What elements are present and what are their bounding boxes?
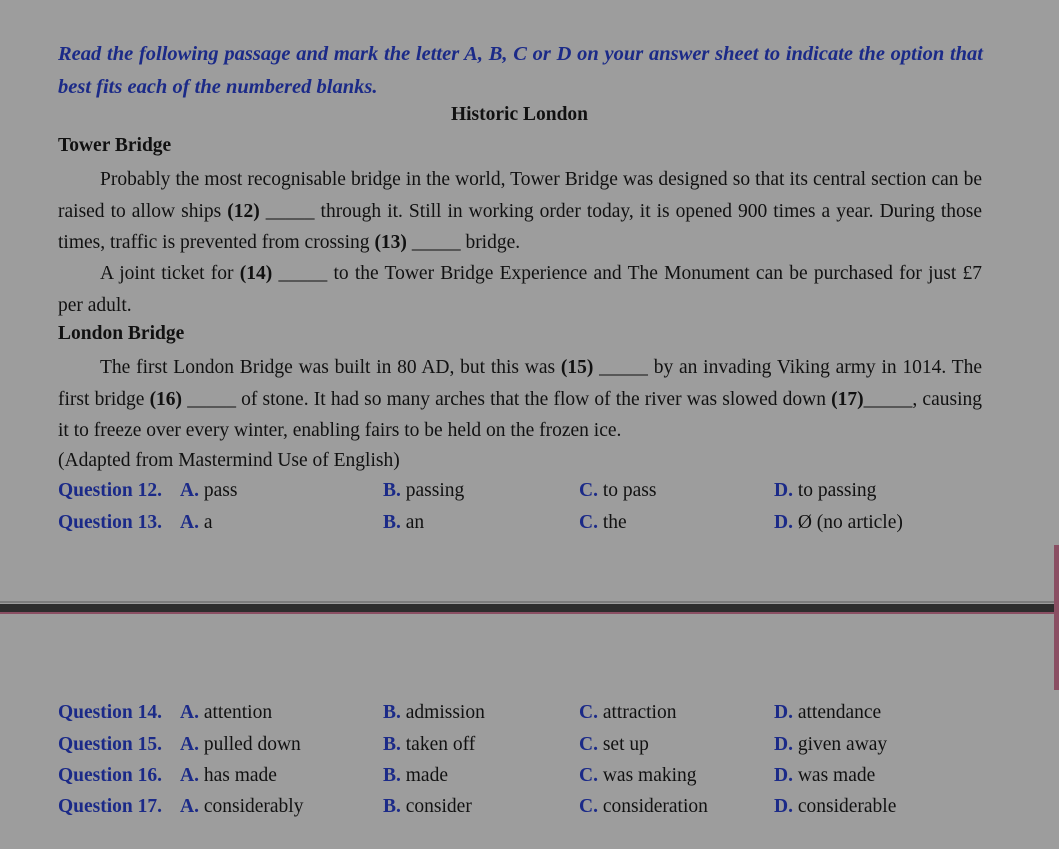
option-a[interactable]: A. considerably	[180, 796, 304, 817]
text-run: _____ by an invading Viking army in 1014. The first bridge	[58, 357, 982, 410]
text-run: _____ through it. Still in working order today, it is opened 900 times a year. During those times, traffic is prevented from crossing	[58, 200, 982, 253]
question-label: Question 13.	[58, 512, 163, 533]
text-run: _____ of stone. It had so many arches that the flow of the river was slowed down	[182, 388, 832, 410]
question-row	[58, 480, 1018, 510]
blank-number-14: (14)	[239, 263, 273, 284]
text-run: Probably the most recognisable bridge in the world, Tower Bridge was designed so that its central section can be raised to allow ships	[58, 169, 982, 222]
option-c[interactable]: C. consideration	[579, 796, 708, 817]
question-label: Question 16.	[58, 765, 163, 786]
text-run: _____ to the Tower Bridge Experience and The Monument can be purchased for just £7 per adult.	[58, 263, 982, 316]
section-heading-london-bridge: London Bridge	[58, 323, 185, 344]
question-row	[58, 734, 1018, 764]
question-label: Question 17.	[58, 796, 163, 817]
option-d[interactable]: D. was made	[774, 765, 876, 786]
option-d[interactable]: D. to passing	[774, 480, 877, 501]
option-a[interactable]: A. has made	[180, 765, 277, 786]
option-b[interactable]: B. made	[383, 765, 448, 786]
blank-number-15: (15)	[560, 357, 594, 378]
question-label: Question 14.	[58, 702, 163, 723]
blank-number-13: (13)	[374, 232, 407, 253]
text-run: The first London Bridge was built in 80 AD, but this was	[100, 357, 561, 378]
option-c[interactable]: C. attraction	[579, 702, 677, 723]
question-row	[58, 512, 1018, 542]
text-run: _____, causing it to freeze over every winter, enabling fairs to be held on the frozen ice.	[58, 388, 982, 441]
paragraph-london-bridge	[58, 352, 982, 447]
option-a[interactable]: A. attention	[180, 702, 273, 723]
question-row	[58, 765, 1018, 795]
page-divider	[0, 604, 1059, 612]
page-edge-marker	[1054, 545, 1059, 690]
option-c[interactable]: C. was making	[579, 765, 697, 786]
option-b[interactable]: B. taken off	[383, 734, 476, 755]
option-c[interactable]: C. to pass	[579, 480, 657, 501]
question-label: Question 15.	[58, 734, 163, 755]
text-run: A joint ticket for	[100, 263, 240, 284]
option-b[interactable]: B. passing	[383, 480, 465, 501]
question-label: Question 12.	[58, 480, 163, 501]
passage-title: Historic London	[450, 104, 589, 125]
instructions: Read the following passage and mark the letter A, B, C or D on your answer sheet to indicate the option that best fits each of the numbered blanks.	[58, 43, 983, 98]
option-d[interactable]: D. considerable	[774, 796, 897, 817]
option-d[interactable]: D. attendance	[774, 702, 882, 723]
source-note: (Adapted from Mastermind Use of English)	[58, 450, 400, 471]
question-row	[58, 796, 1018, 826]
paragraph-tower-bridge-2	[58, 258, 982, 321]
option-b[interactable]: B. admission	[383, 702, 485, 723]
page-divider-top	[0, 601, 1059, 603]
option-b[interactable]: B. consider	[383, 796, 472, 817]
section-heading-tower-bridge: Tower Bridge	[58, 135, 172, 156]
blank-number-17: (17)	[831, 388, 864, 410]
blank-number-16: (16)	[149, 388, 183, 410]
text-run: _____ bridge.	[406, 232, 521, 253]
option-a[interactable]: A. a	[180, 512, 213, 533]
blank-number-12: (12)	[227, 200, 260, 222]
option-d[interactable]: D. Ø (no article)	[774, 512, 903, 533]
option-b[interactable]: B. an	[383, 512, 425, 533]
option-a[interactable]: A. pass	[180, 480, 238, 501]
paragraph-tower-bridge-1	[58, 164, 982, 259]
option-a[interactable]: A. pulled down	[180, 734, 301, 755]
option-c[interactable]: C. the	[579, 512, 627, 533]
option-d[interactable]: D. given away	[774, 734, 888, 755]
option-c[interactable]: C. set up	[579, 734, 649, 755]
page-divider-bottom	[0, 612, 1059, 614]
question-row	[58, 702, 1018, 732]
